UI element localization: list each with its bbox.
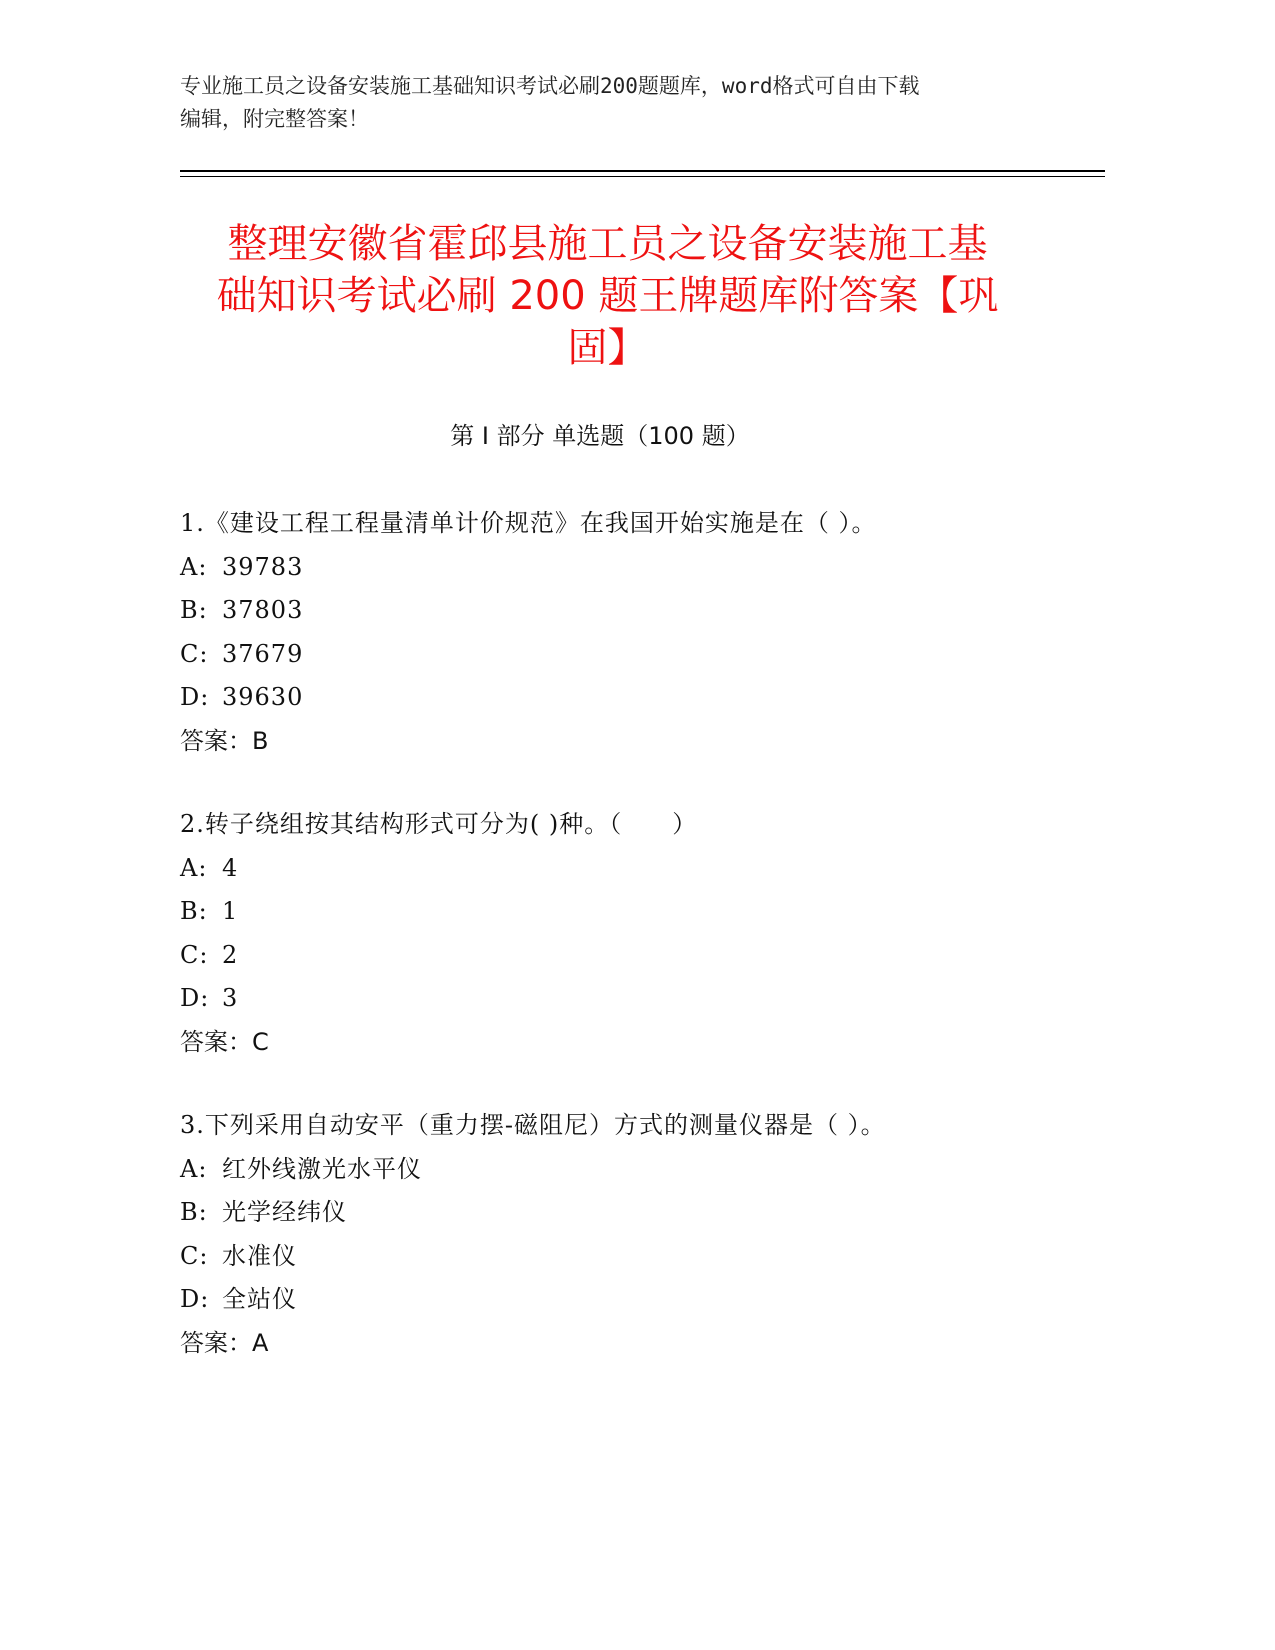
- option-c: [180, 1235, 1100, 1279]
- option-key: A:: [180, 853, 208, 882]
- option-value: 39783: [222, 552, 304, 581]
- option-key: A:: [180, 1154, 208, 1183]
- option-c: [180, 934, 1100, 978]
- option-key: B:: [180, 1198, 208, 1226]
- question-text: 3.下列采用自动安平（重力摆-磁阻尼）方式的测量仪器是（ ）。: [180, 1111, 886, 1139]
- option-a: [180, 1148, 1100, 1192]
- answer: 答案：C: [180, 1027, 269, 1056]
- section-title: 第 I 部分 单选题（100 题）: [450, 422, 750, 450]
- option-value: 光学经纬仪: [222, 1198, 347, 1226]
- question-item: [180, 803, 1100, 1064]
- option-key: B:: [180, 596, 208, 624]
- option-b: [180, 890, 1100, 934]
- option-d: [180, 676, 1100, 720]
- option-value: 水准仪: [222, 1241, 297, 1270]
- document-title-line: 固】: [567, 325, 648, 371]
- option-value: 3: [222, 984, 239, 1012]
- question-text: 1.《建设工程工程量清单计价规范》在我国开始实施是在（ ）。: [180, 509, 877, 537]
- option-key: B:: [180, 897, 208, 925]
- option-key: C:: [180, 1241, 209, 1270]
- option-c: [180, 633, 1100, 677]
- document-title-line: 整理安徽省霍邱县施工员之设备安装施工基: [227, 221, 988, 267]
- option-a: [180, 546, 1100, 590]
- header-divider: [180, 176, 1105, 177]
- question-item: [180, 1104, 1100, 1365]
- option-key: D:: [180, 1285, 210, 1313]
- header-note-line: 编辑，附完整答案！: [180, 107, 369, 131]
- answer: 答案：A: [180, 1328, 269, 1357]
- option-value: 37803: [222, 596, 304, 624]
- option-b: [180, 1191, 1100, 1235]
- document-title-line: 础知识考试必刷 200 题王牌题库附答案【巩: [216, 273, 999, 319]
- question-text: 2.转子绕组按其结构形式可分为( )种。（ ）: [180, 810, 698, 838]
- option-d: [180, 1278, 1100, 1322]
- header-divider: [180, 170, 1105, 172]
- option-value: 39630: [222, 683, 304, 711]
- option-b: [180, 589, 1100, 633]
- option-key: D:: [180, 683, 210, 711]
- option-value: 37679: [222, 639, 304, 668]
- option-d: [180, 977, 1100, 1021]
- option-key: A:: [180, 552, 208, 581]
- answer: 答案：B: [180, 726, 269, 755]
- option-key: C:: [180, 639, 209, 668]
- question-list: [180, 502, 1100, 1405]
- option-value: 2: [222, 940, 239, 969]
- option-value: 4: [222, 853, 239, 882]
- option-value: 1: [222, 897, 239, 925]
- option-key: D:: [180, 984, 210, 1012]
- header-note: [180, 70, 1060, 136]
- option-value: 红外线激光水平仪: [222, 1154, 422, 1183]
- header-note-line: 专业施工员之设备安装施工基础知识考试必刷200题题库，word格式可自由下载: [180, 74, 920, 98]
- option-key: C:: [180, 940, 209, 969]
- question-item: [180, 502, 1100, 763]
- option-value: 全站仪: [222, 1285, 297, 1313]
- option-a: [180, 847, 1100, 891]
- document-title: [150, 218, 1065, 374]
